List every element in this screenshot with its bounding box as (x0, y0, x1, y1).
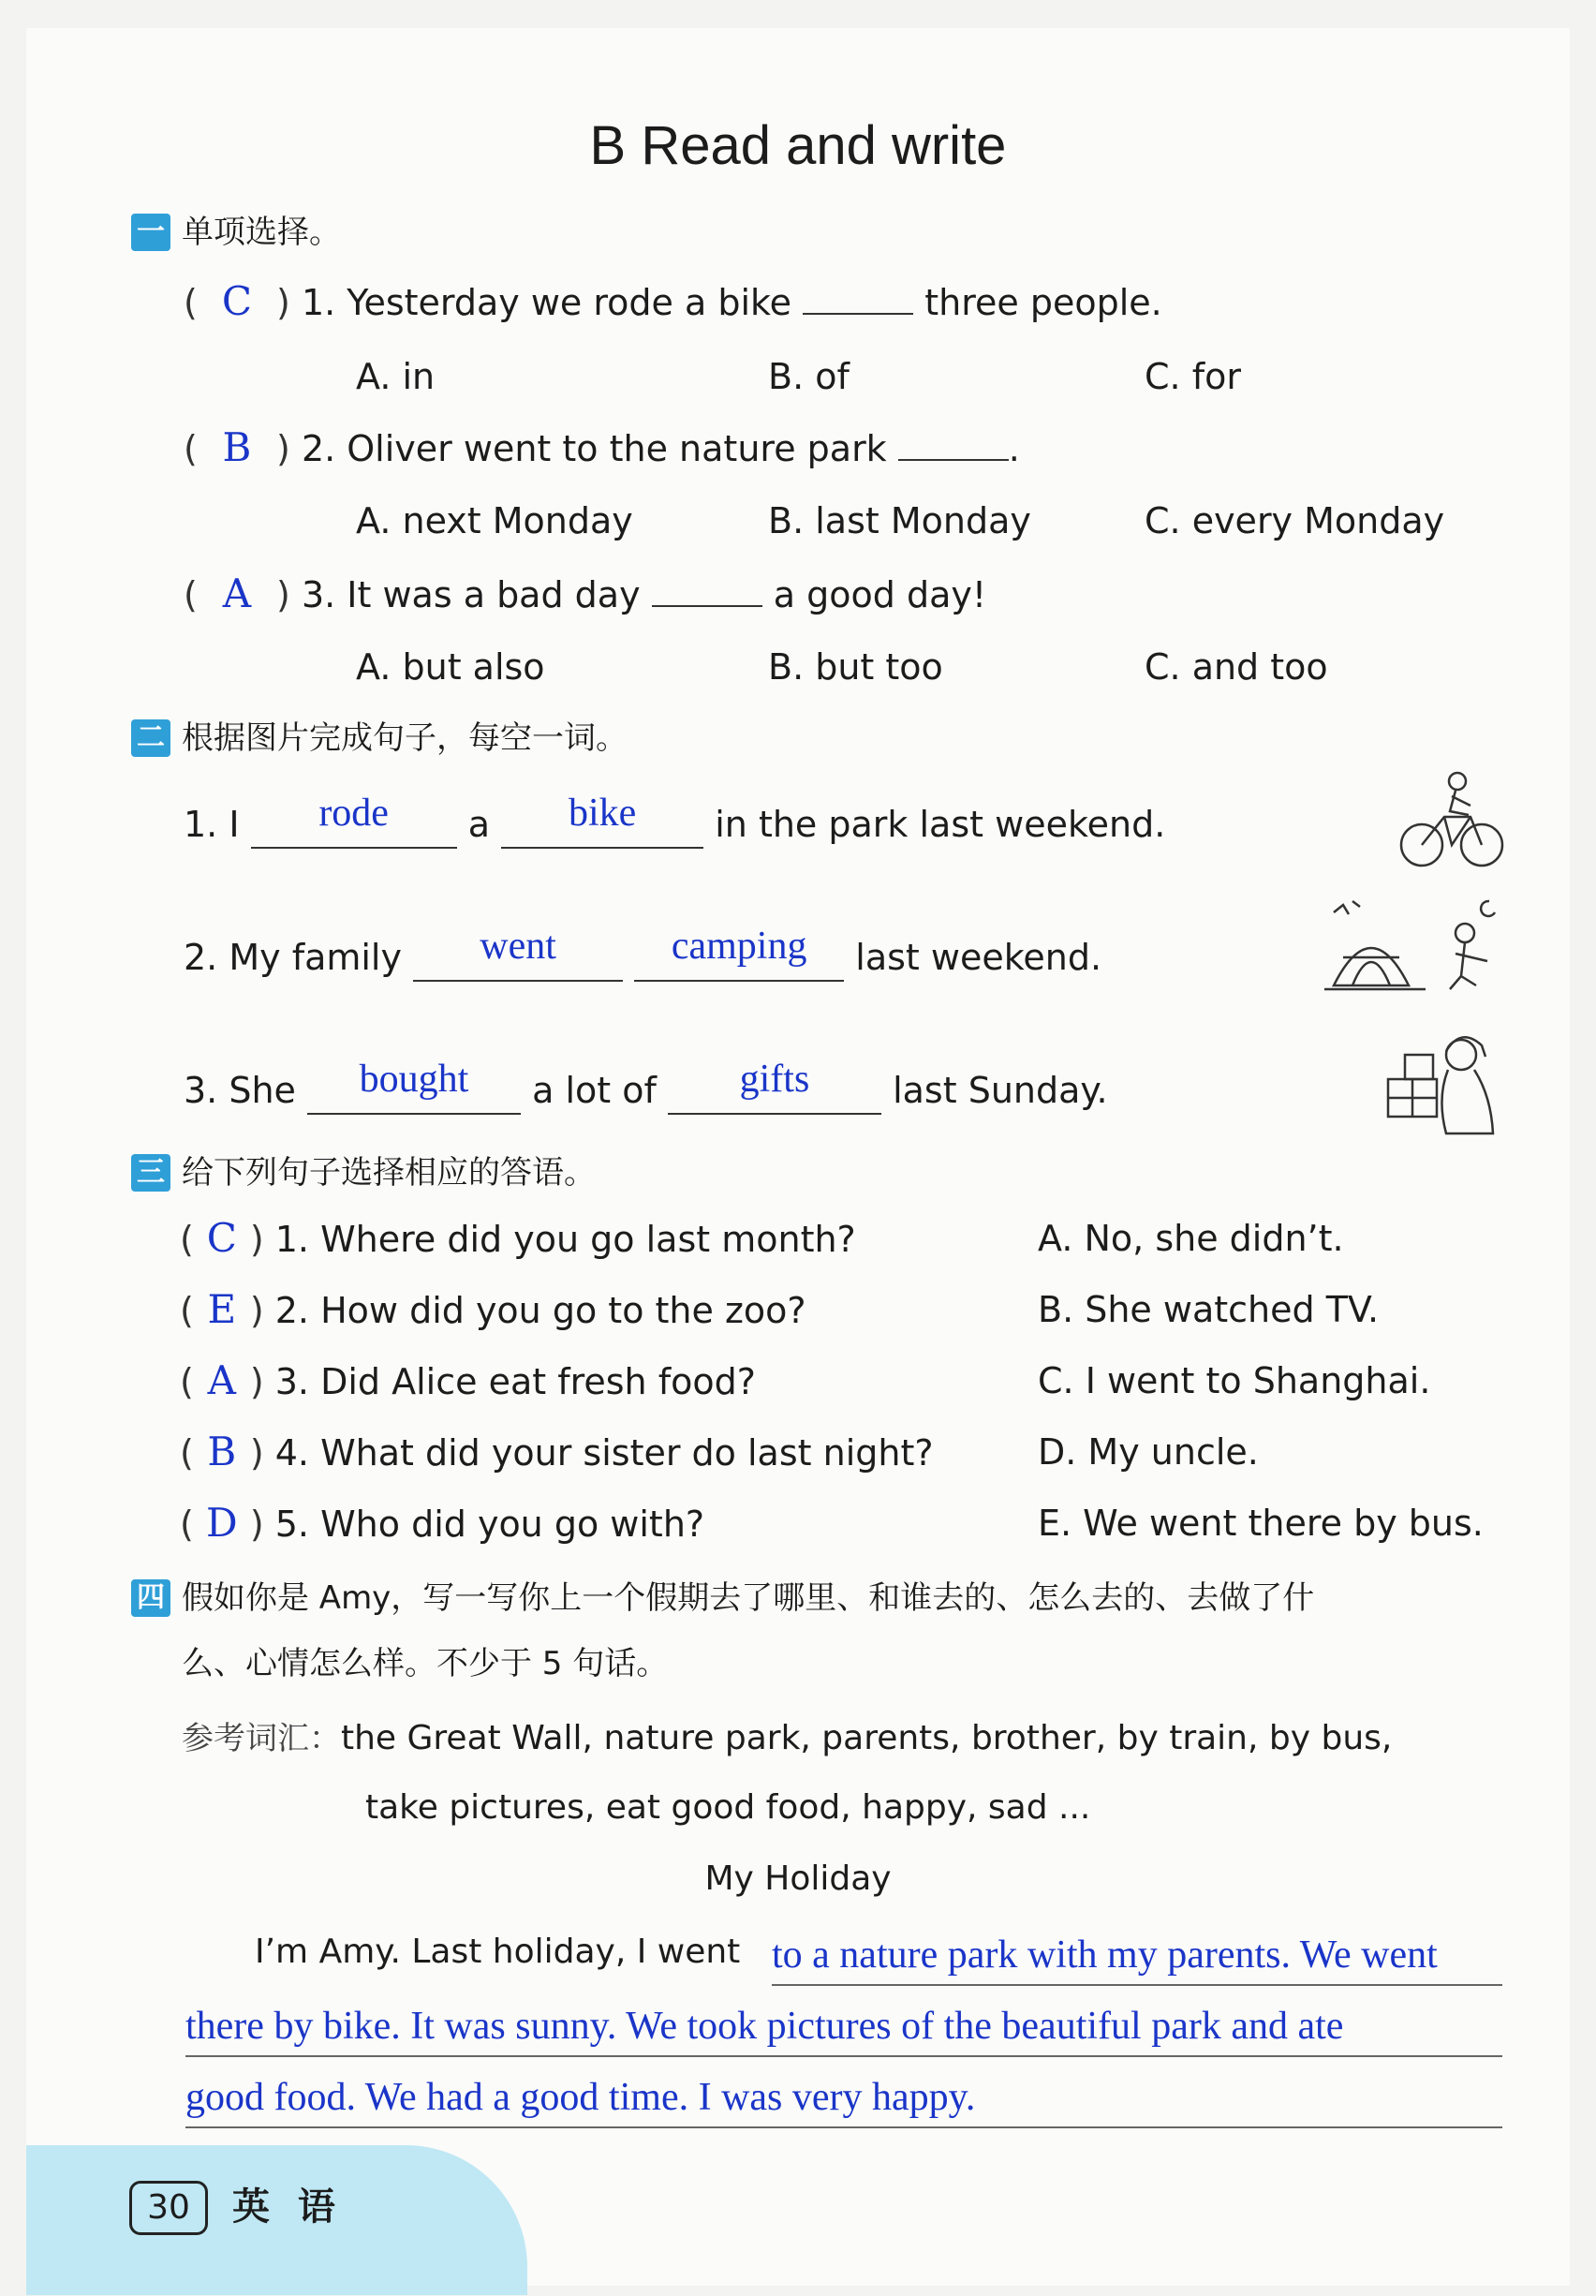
section-3-badge: 三 (131, 1154, 170, 1192)
essay-text-1: to a nature park with my parents. We went (772, 1933, 1438, 1977)
fill-sentence-2 (184, 925, 1102, 982)
match-question-5-text: 5. Who did you go with? (274, 1504, 705, 1545)
match-reply-c: C. I went to Shanghai. (1038, 1360, 1431, 1401)
match-question-4-text: 4. What did your sister do last night? (274, 1432, 934, 1474)
essay-text-2: there by bike. It was sunny. We took pictures of the beautiful park and ate (185, 2005, 1344, 2048)
fill-2-prefix: 2. My family (184, 937, 402, 978)
mc-answer-1[interactable]: C (221, 278, 252, 324)
match-question-5: ( D ) 5. Who did you go with? (180, 1500, 705, 1546)
vocab-label: 参考词汇： (182, 1720, 341, 1757)
fill-1-middle: a (467, 804, 491, 845)
mc-question-2-tail: . (1008, 428, 1020, 469)
match-question-3: ( A ) 3. Did Alice eat fresh food? (180, 1357, 756, 1403)
match-reply-b: B. She watched TV. (1038, 1289, 1380, 1330)
essay-line-1[interactable] (772, 1930, 1502, 1986)
match-question-2-text: 2. How did you go to the zoo? (274, 1290, 806, 1331)
mc-3-option-a: A. but also (356, 646, 545, 688)
mc-1-option-b: B. of (768, 356, 850, 397)
vocab-text-1: the Great Wall, nature park, parents, brother, by train, by bus, (341, 1719, 1393, 1757)
section-1-title: 单项选择。 (182, 214, 341, 251)
fill-sentence-1 (184, 792, 1166, 849)
mc-question-3-tail: a good day! (773, 574, 987, 615)
mc-question-1: ( C ) 1. Yesterday we rode a bike three people. (184, 278, 1162, 324)
section-2-title: 根据图片完成句子，每空一词。 (182, 719, 628, 757)
fill-1-word-2[interactable]: bike (568, 792, 637, 835)
fill-2-word-2[interactable]: camping (671, 925, 807, 968)
fill-1-word-1[interactable]: rode (318, 792, 389, 835)
match-answer-5[interactable]: D (205, 1500, 238, 1546)
page-number: 30 (129, 2181, 208, 2235)
camping-illustration (1315, 892, 1512, 1004)
vocab-line-2: take pictures, eat good food, happy, sad ... (365, 1788, 1091, 1827)
subject-label: 英 语 (232, 2185, 343, 2229)
match-question-1-text: 1. Where did you go last month? (274, 1219, 856, 1260)
fill-3-word-1[interactable]: bought (359, 1058, 469, 1101)
fill-1-suffix: in the park last weekend. (715, 804, 1166, 845)
fill-1-prefix: 1. I (184, 804, 240, 845)
section-4-title-line-1: 假如你是 Amy，写一写你上一个假期去了哪里、和谁去的、怎么去的、去做了什 (182, 1579, 1315, 1617)
mc-1-option-a: A. in (356, 356, 436, 397)
essay-opening: I’m Amy. Last holiday, I went (255, 1933, 741, 1971)
essay-text-3: good food. We had a good time. I was very happy. (185, 2076, 976, 2119)
mc-2-option-b: B. last Monday (768, 500, 1031, 541)
mc-question-2: ( B ) 2. Oliver went to the nature park . (184, 424, 1020, 470)
match-answer-1[interactable]: C (206, 1215, 237, 1261)
fill-3-suffix: last Sunday. (893, 1070, 1108, 1111)
mc-2-option-c: C. every Monday (1145, 500, 1445, 541)
match-reply-e: E. We went there by bus. (1038, 1503, 1484, 1544)
match-answer-4[interactable]: B (207, 1429, 237, 1474)
mc-question-1-tail: three people. (924, 282, 1162, 323)
mc-answer-3[interactable]: A (222, 570, 252, 616)
fill-3-middle: a lot of (532, 1070, 657, 1111)
gifts-illustration (1381, 1023, 1512, 1145)
section-1-badge: 一 (131, 214, 170, 251)
essay-line-3[interactable] (185, 2072, 1502, 2128)
match-question-3-text: 3. Did Alice eat fresh food? (274, 1361, 756, 1402)
page-title: B Read and write (589, 115, 1007, 176)
mc-answer-2[interactable]: B (222, 424, 252, 470)
mc-3-option-b: B. but too (768, 646, 943, 688)
cyclist-illustration (1396, 768, 1508, 871)
section-2-badge: 二 (131, 719, 170, 757)
fill-3-prefix: 3. She (184, 1070, 296, 1111)
fill-2-word-1[interactable]: went (480, 925, 556, 968)
match-answer-3[interactable]: A (207, 1357, 236, 1403)
fill-2-suffix: last weekend. (855, 937, 1102, 978)
essay-title: My Holiday (704, 1859, 892, 1898)
match-question-4: ( B ) 4. What did your sister do last night? (180, 1429, 934, 1474)
fill-sentence-3 (184, 1058, 1108, 1115)
mc-question-3: ( A ) 3. It was a bad day a good day! (184, 570, 987, 616)
mc-question-3-stem: 3. It was a bad day (301, 574, 641, 615)
mc-3-option-c: C. and too (1145, 646, 1328, 688)
section-3-title: 给下列句子选择相应的答语。 (182, 1154, 596, 1192)
match-question-2: ( E ) 2. How did you go to the zoo? (180, 1286, 806, 1332)
match-question-1: ( C ) 1. Where did you go last month? (180, 1215, 856, 1261)
section-4-badge: 四 (131, 1579, 170, 1617)
fill-3-word-2[interactable]: gifts (739, 1058, 810, 1101)
section-4-title-line-2: 么、心情怎么样。不少于 5 句话。 (182, 1645, 669, 1682)
match-answer-2[interactable]: E (207, 1286, 237, 1332)
essay-line-2[interactable] (185, 2001, 1502, 2057)
mc-2-option-a: A. next Monday (356, 500, 633, 541)
mc-question-1-stem: 1. Yesterday we rode a bike (301, 282, 792, 323)
vocab-line-1 (182, 1714, 1392, 1761)
mc-1-option-c: C. for (1145, 356, 1241, 397)
match-reply-a: A. No, she didn’t. (1038, 1218, 1344, 1259)
mc-question-2-stem: 2. Oliver went to the nature park (301, 428, 887, 469)
match-reply-d: D. My uncle. (1038, 1431, 1259, 1473)
